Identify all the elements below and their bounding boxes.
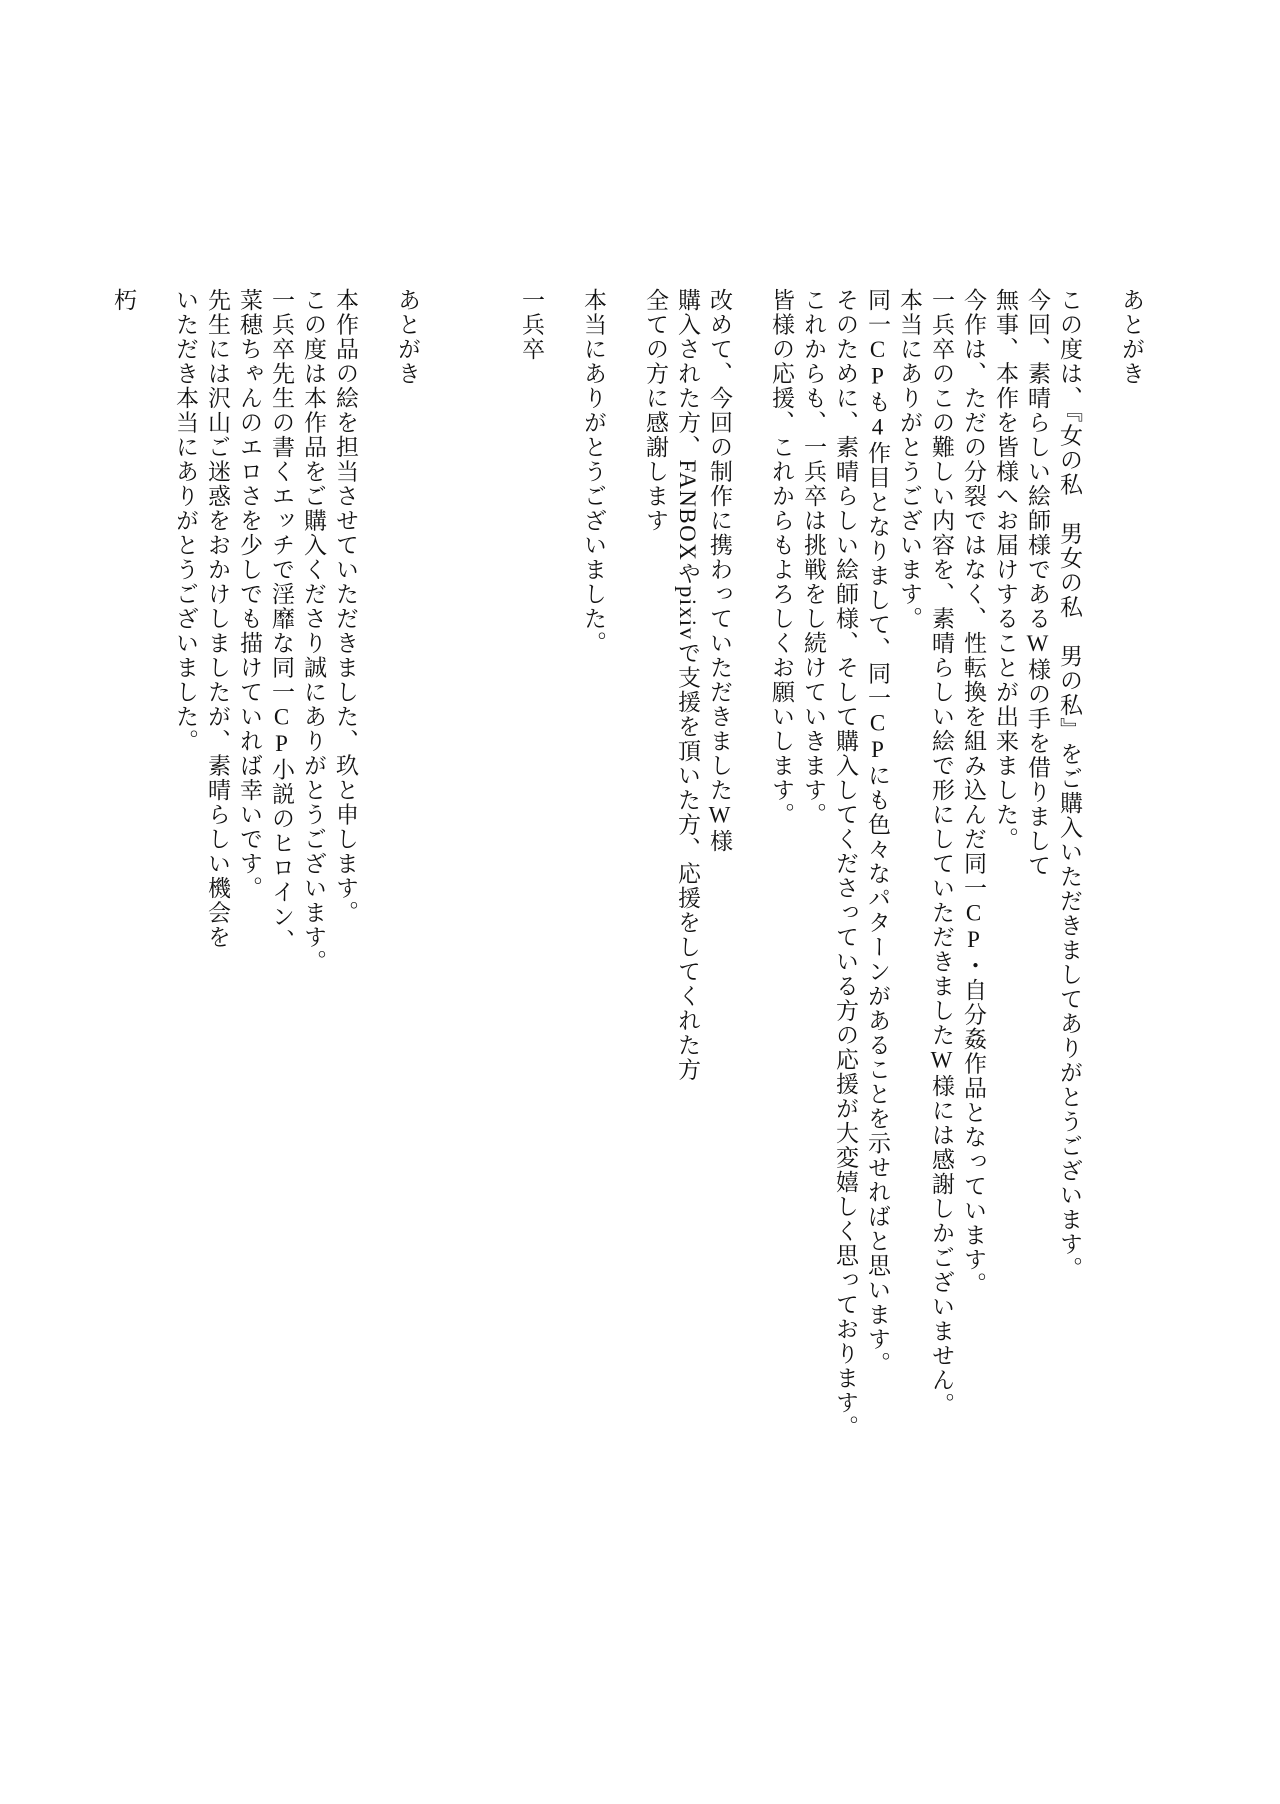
afterword-author-line: この度は、『女の私 男女の私 男の私』をご購入いただきましてありがとうございます。 xyxy=(1057,288,1082,1281)
afterword-author-line: 今回、素晴らしい絵師様であるW様の手を借りまして xyxy=(1025,288,1050,878)
afterword-author-title: あとがき xyxy=(1119,288,1144,386)
afterword-author-line: 本当にありがとうございました。 xyxy=(581,288,606,656)
afterword-author-line: 皆様の応援、これからもよろしくお願いします。 xyxy=(769,288,794,827)
afterword-author-line: 購入された方、FANBOXやpixivで支援を頂いた方、応援をしてくれた方 xyxy=(675,288,700,1082)
afterword-illustrator-line: 本作品の絵を担当させていただきました、玖と申します。 xyxy=(333,288,358,925)
afterword-author-signature: 一兵卒 xyxy=(519,288,544,362)
afterword-illustrator-line: 菜穂ちゃんのエロさを少しでも描けていれば幸いです。 xyxy=(237,288,262,901)
afterword-author-line: 全ての方に感謝します xyxy=(643,288,668,533)
afterword-illustrator-title: あとがき xyxy=(395,288,420,386)
afterword-author xyxy=(515,288,1147,1488)
afterword-author-line: 無事、本作を皆様へお届けすることが出来ました。 xyxy=(993,288,1018,852)
afterword-illustrator-signature: 朽 xyxy=(111,288,136,313)
afterword-author-line: 本当にありがとうございます。 xyxy=(897,288,922,631)
afterword-illustrator-line: いただき本当にありがとうございました。 xyxy=(173,288,198,754)
afterword-illustrator-line: この度は本作品をご購入くださり誠にありがとうございます。 xyxy=(301,288,326,974)
afterword-illustrator-line: 一兵卒先生の書くエッチで淫靡な同一CP小説のヒロイン、 xyxy=(269,288,294,954)
afterword-author-line: これからも、一兵卒は挑戦をし続けていきます。 xyxy=(801,288,826,827)
afterword-author-line: 同一CPも4作目となりまして、同一CPにも色々なパターンがあることを示せればと思います。 xyxy=(865,288,890,1376)
afterword-illustrator-line: 先生には沢山ご迷惑をおかけしましたが、素晴らしい機会を xyxy=(205,288,230,950)
afterword-author-line: 一兵卒のこの難しい内容を、素晴らしい絵で形にしていただきましたW様には感謝しかございません。 xyxy=(929,288,954,1417)
afterword-author-line: そのために、素晴らしい絵師様、そして購入してくださっている方の応援が大変嬉しく思っております。 xyxy=(833,288,858,1440)
afterword-text xyxy=(107,288,1147,1488)
afterword-illustrator xyxy=(107,288,423,1488)
afterword-author-line: 改めて、今回の制作に携わっていただきましたW様 xyxy=(707,288,732,854)
afterword-author-line: 今作は、ただの分裂ではなく、性転換を組み込んだ同一CP・自分姦作品となっています。 xyxy=(961,288,986,1297)
